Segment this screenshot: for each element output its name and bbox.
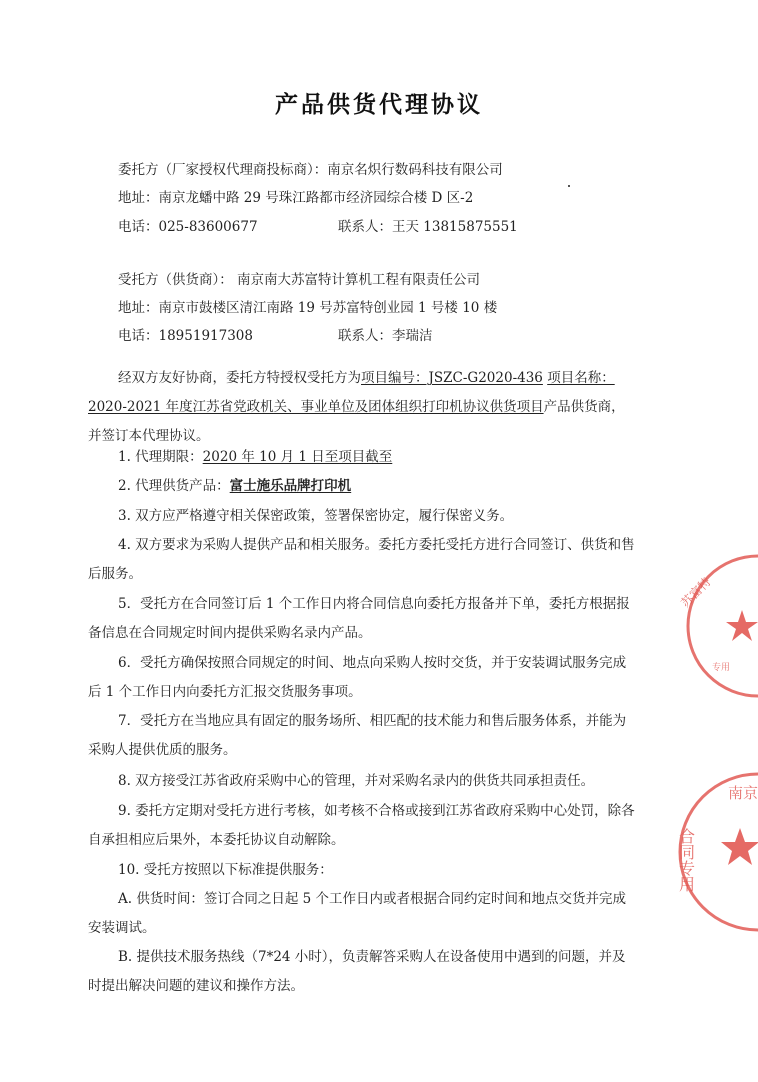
agent-contact: 联系人：李瑞洁 — [338, 328, 433, 344]
agent-phone-row — [118, 324, 433, 344]
intro-part2: 产品供货商，并签订本代理协议。 — [88, 399, 625, 444]
clause-4: 4. 双方要求为采购人提供产品和相关服务。委托方委托受托方进行合同签订、供货和售后服务。 — [88, 537, 635, 582]
principal-phone: 电话：025-83600677 — [118, 219, 258, 235]
svg-text:苏富特: 苏富特 — [678, 574, 714, 611]
svg-text:合同专用: 合同专用 — [676, 828, 696, 892]
project-number: 项目编号：JSZC-G2020-436 — [361, 370, 543, 386]
clause-5: 5．受托方在合同签订后 1 个工作日内将合同信息向委托方报备并下单，委托方根据报备信息在合同规定时间内提供采购名录内产品。 — [88, 596, 630, 641]
agent-address: 地址：南京市鼓楼区清江南路 19 号苏富特创业园 1 号楼 10 楼 — [118, 300, 498, 316]
clause-6: 6．受托方确保按照合同规定的时间、地点向采购人按时交货，并于安装调试服务完成后 1 个工作日内向委托方汇报交货服务事项。 — [88, 655, 627, 700]
principal-contact: 联系人：王天 13815875551 — [338, 219, 518, 235]
agency-product: 富士施乐品牌打印机 — [229, 478, 352, 494]
principal-name: 委托方（厂家授权代理商投标商）：南京名炽行数码科技有限公司 — [118, 162, 503, 178]
clause-1-prefix: 1. 代理期限： — [118, 449, 203, 465]
project-name: 项目名称：2020-2021 年度江苏省党政机关、事业单位及团体组织打印机协议供货项目 — [88, 370, 615, 415]
clause-1 — [88, 443, 636, 472]
company-seal — [672, 548, 758, 704]
clause-7: 7．受托方在当地应具有固定的服务场所、相匹配的技术能力和售后服务体系，并能为采购人提供优质的服务。 — [88, 713, 627, 758]
clause-3: 3. 双方应严格遵守相关保密政策，签署保密协定，履行保密义务。 — [118, 508, 514, 524]
document-title: 产品供货代理协议 — [275, 92, 483, 118]
principal-address: 地址：南京龙蟠中路 29 号珠江路都市经济园综合楼 D 区-2 — [118, 190, 474, 206]
clause-8: 8. 双方接受江苏省政府采购中心的管理，并对采购名录内的供货共同承担责任。 — [118, 773, 595, 789]
agent-name: 受托方（供货商）： 南京南大苏富特计算机工程有限责任公司 — [118, 272, 481, 288]
clause-10: 10. 受托方按照以下标准提供服务： — [118, 862, 333, 878]
principal-phone-row — [118, 215, 518, 235]
clause-2 — [88, 472, 636, 501]
clause-10-b: B. 提供技术服务热线（7*24 小时），负责解答采购人在设备使用中遇到的问题，并及时提出解决问题的建议和操作方法。 — [88, 949, 626, 994]
clause-10-a: A. 供货时间：签订合同之日起 5 个工作日内或者根据合同约定时间和地点交货并完成安装调试。 — [88, 891, 627, 936]
agent-phone: 电话：18951917308 — [118, 328, 253, 344]
clause-9: 9. 委托方定期对受托方进行考核，如考核不合格或接到江苏省政府采购中心处罚，除各自承担相应后果外，本委托协议自动解除。 — [88, 803, 635, 848]
agency-period: 2020 年 10 月 1 日至项目截至 — [202, 449, 393, 465]
contract-seal — [668, 762, 758, 942]
svg-text:南京: 南京 — [728, 784, 758, 802]
scan-speck — [568, 185, 570, 187]
svg-text:专用: 专用 — [712, 663, 731, 673]
clause-2-prefix: 2. 代理供货产品： — [118, 478, 230, 494]
intro-paragraph — [88, 364, 636, 451]
intro-part1: 经双方友好协商，委托方特授权受托方为 — [118, 370, 361, 386]
